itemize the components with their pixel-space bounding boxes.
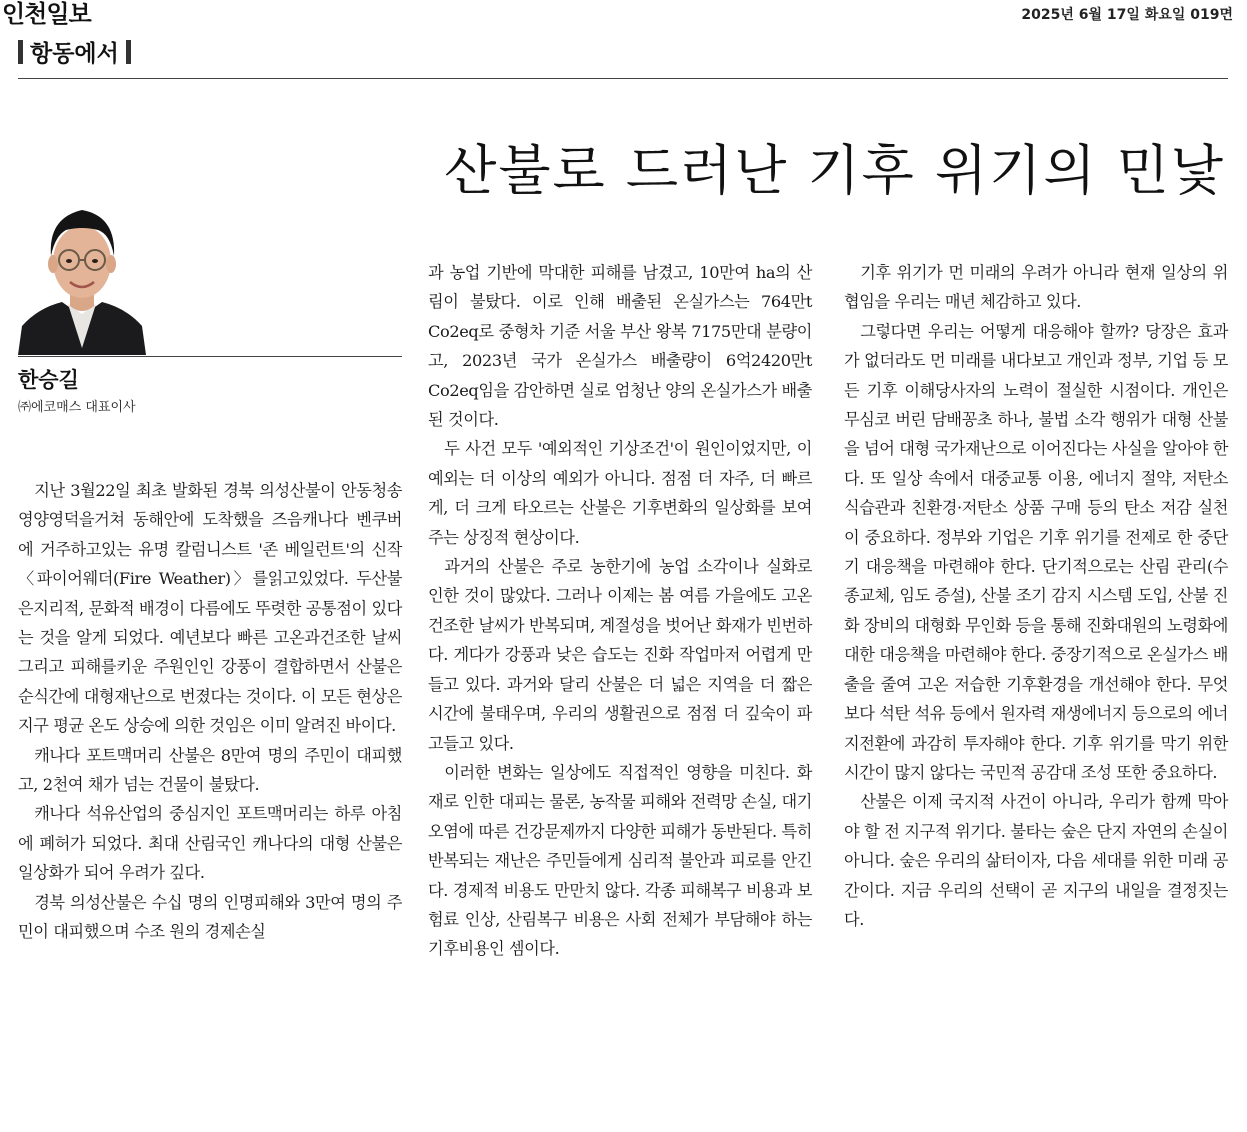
section-label: 항동에서 [30, 41, 119, 67]
author-photo [18, 198, 146, 355]
author-name: 한승길 [18, 368, 79, 392]
section-bar-right [126, 40, 131, 64]
edition-date-line: 2025년 6월 17일 화요일 019면 [1021, 7, 1233, 23]
article-column-3 [844, 258, 1228, 934]
paragraph: 캐나다 포트맥머리 산불은 8만여 명의 주민이 대피했고, 2천여 채가 넘는 건물이 불탔다. [18, 745, 402, 795]
newspaper-logo: 인천일보 [2, 0, 91, 28]
section-tag [18, 35, 131, 68]
masthead [0, 0, 1247, 30]
paragraph: 과거의 산불은 주로 농한기에 농업 소각이나 실화로 인한 것이 많았다. 그러나 이제는 봄 여름 가을에도 고온 건조한 날씨가 반복되며, 계절성을 벗어난 화재가 빈번하다. 게다가 강풍과 낮은 습도는 진화 작업마저 어렵게 만들고 있다. 과거와 달리 산불은 더 넓은 지역을 더 짧은 시간에 불태우며, 우리의 생활권으로 점점 더 깊숙이 파고들고 있다. [428, 557, 812, 753]
author-rule [18, 356, 402, 357]
paragraph: 캐나다 석유산업의 중심지인 포트맥머리는 하루 아침에 폐허가 되었다. 최대 산림국인 캐나다의 대형 산불은 일상화가 되어 우려가 깊다. [18, 804, 402, 883]
paragraph: 과 농업 기반에 막대한 피해를 남겼고, 10만여 ha의 산림이 불탔다. 이로 인해 배출된 온실가스는 764만t Co2eq로 중형차 기준 서울 부산 왕복 7175만대 분량이고, 2023년 국가 온실가스 배출량이 6억2420만t Co2eq임을 감안하면 실로 엄청난 양의 온실가스가 배출된 것이다. [428, 263, 812, 430]
paragraph: 경북 의성산불은 수십 명의 인명피해와 3만여 명의 주민이 대피했으며 수조 원의 경제손실 [18, 892, 402, 942]
paragraph: 이러한 변화는 일상에도 직접적인 영향을 미친다. 화재로 인한 대피는 물론, 농작물 피해와 전력망 손실, 대기오염에 따른 건강문제까지 다양한 피해가 동반된다. 특히 반복되는 재난은 주민들에게 심리적 불안과 피로를 안긴다. 경제적 비용도 만만치 않다. 각종 피해복구 비용과 보험료 인상, 산림복구 비용은 사회 전체가 부담해야 하는 기후비용인 셈이다. [428, 762, 812, 959]
paragraph: 두 사건 모두 '예외적인 기상조건'이 원인이었지만, 이 예외는 더 이상의 예외가 아니다. 점점 더 자주, 더 빠르게, 더 크게 타오르는 산불은 기후변화의 일상화를 보여주는 상징적 현상이다. [428, 439, 812, 547]
article-column-2 [428, 258, 812, 964]
author-title: ㈜에코매스 대표이사 [18, 400, 136, 415]
paragraph: 기후 위기가 먼 미래의 우려가 아니라 현재 일상의 위협임을 우리는 매년 체감하고 있다. [844, 263, 1228, 312]
article-column-1 [18, 476, 402, 947]
top-rule [18, 78, 1228, 79]
article-headline: 산불로 드러난 기후 위기의 민낯 [444, 139, 1225, 202]
paragraph: 산불은 이제 국지적 사건이 아니라, 우리가 함께 막아야 할 전 지구적 위기다. 불타는 숲은 단지 자연의 손실이 아니다. 숲은 우리의 삶터이자, 다음 세대를 위한 미래 공간이다. 지금 우리의 선택이 곧 지구의 내일을 결정짓는다. [844, 792, 1228, 929]
paragraph: 그렇다면 우리는 어떻게 대응해야 할까? 당장은 효과가 없더라도 먼 미래를 내다보고 개인과 정부, 기업 등 모든 기후 이해당사자의 노력이 절실한 시점이다. 개인은 무심코 버린 담배꽁초 하나, 불법 소각 행위가 대형 산불을 넘어 대형 국가재난으로 이어진다는 사실을 알아야 한다. 또 일상 속에서 대중교통 이용, 에너지 절약, 저탄소 식습관과 친환경·저탄소 상품 구매 등의 탄소 저감 실천이 중요하다. 정부와 기업은 기후 위기를 전제로 한 중단기 대응책을 마련해야 한다. 단기적으로는 산림 관리(수종교체, 임도 증설), 산불 조기 감지 시스템 도입, 산불 진화 장비의 대형화 무인화 등을 통해 진화대원의 노령화에 대한 대응책을 마련해야 한다. 중장기적으로 온실가스 배출을 줄여 고온 저습한 기후환경을 개선해야 한다. 무엇보다 석탄 석유 등에서 원자력 재생에너지 등으로의 에너지전환에 과감히 투자해야 한다. 기후 위기를 막기 위한 시간이 많지 않다는 국민적 공감대 조성 또한 중요하다. [844, 321, 1228, 782]
paragraph: 지난 3월22일 최초 발화된 경북 의성산불이 안동청송영양영덕을거쳐 동해안에 도착했을 즈음캐나다 벤쿠버에 거주하고있는 유명 칼럼니스트 '존 베일런트'의 신작 〈파이어웨더(Fire Weather)〉를읽고있었다. 두산불은지리적, 문화적 배경이 다름에도 뚜렷한 공통점이 있다는 것을 알게 되었다. 예년보다 빠른 고온과건조한 날씨 그리고 피해를키운 주원인인 강풍이 결합하면서 산불은 순식간에 대형재난으로 번졌다는 것이다. 이 모든 현상은 지구 평균 온도 상승에 의한 것임은 이미 알려진 바이다. [18, 481, 402, 736]
